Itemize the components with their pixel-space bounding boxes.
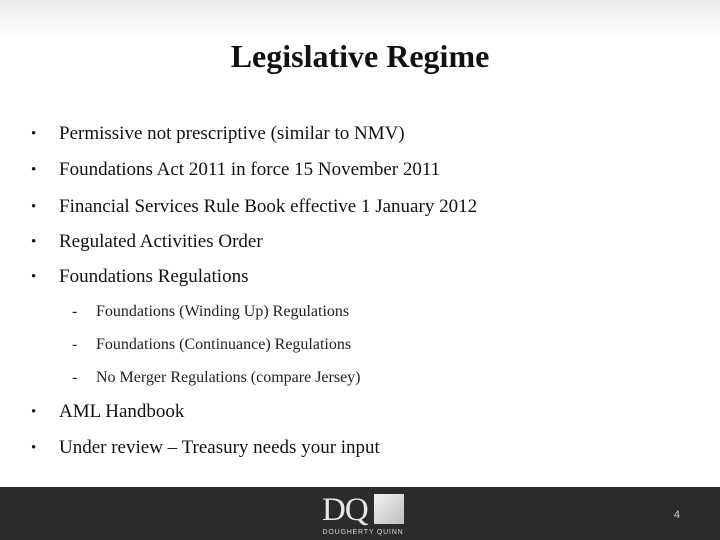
bullet-item bbox=[31, 437, 380, 459]
bullet-text: Financial Services Rule Book effective 1 January 2012 bbox=[59, 196, 478, 217]
sub-bullet-item bbox=[72, 302, 349, 322]
bullet-marker: • bbox=[31, 440, 37, 456]
bullet-item bbox=[31, 401, 184, 423]
page-number: 4 bbox=[673, 509, 680, 521]
footer-bar bbox=[0, 487, 720, 540]
sub-bullet-text: No Merger Regulations (compare Jersey) bbox=[96, 369, 361, 386]
header-gradient bbox=[0, 0, 720, 40]
bullet-item bbox=[31, 159, 440, 181]
sub-bullet-item bbox=[72, 335, 351, 355]
sub-bullet-marker: - bbox=[72, 369, 78, 386]
bullet-item bbox=[31, 196, 477, 218]
bullet-text: Under review – Treasury needs your input bbox=[59, 437, 380, 458]
bullet-marker: • bbox=[31, 126, 37, 142]
sub-bullet-marker: - bbox=[72, 303, 78, 320]
dougherty-quinn-logo bbox=[318, 492, 408, 538]
slide-title: Legislative Regime bbox=[230, 38, 490, 74]
bullet-item bbox=[31, 266, 248, 288]
logo-letters: DQ bbox=[322, 492, 368, 528]
bullet-marker: • bbox=[31, 234, 37, 250]
logo-square-icon bbox=[374, 494, 404, 524]
bullet-text: Permissive not prescriptive (similar to NMV) bbox=[59, 123, 405, 144]
bullet-marker: • bbox=[31, 404, 37, 420]
bullet-item bbox=[31, 123, 405, 145]
sub-bullet-item bbox=[72, 368, 361, 388]
bullet-text: Foundations Act 2011 in force 15 November 2011 bbox=[59, 159, 441, 180]
logo-caption: DOUGHERTY QUINN bbox=[322, 529, 404, 536]
bullet-text: AML Handbook bbox=[59, 401, 185, 422]
bullet-marker: • bbox=[31, 162, 37, 178]
sub-bullet-text: Foundations (Winding Up) Regulations bbox=[96, 303, 350, 320]
sub-bullet-marker: - bbox=[72, 336, 78, 353]
sub-bullet-text: Foundations (Continuance) Regulations bbox=[96, 336, 352, 353]
bullet-text: Foundations Regulations bbox=[59, 266, 249, 287]
bullet-item bbox=[31, 231, 263, 253]
bullet-text: Regulated Activities Order bbox=[59, 231, 263, 252]
bullet-marker: • bbox=[31, 199, 37, 215]
bullet-marker: • bbox=[31, 269, 37, 285]
